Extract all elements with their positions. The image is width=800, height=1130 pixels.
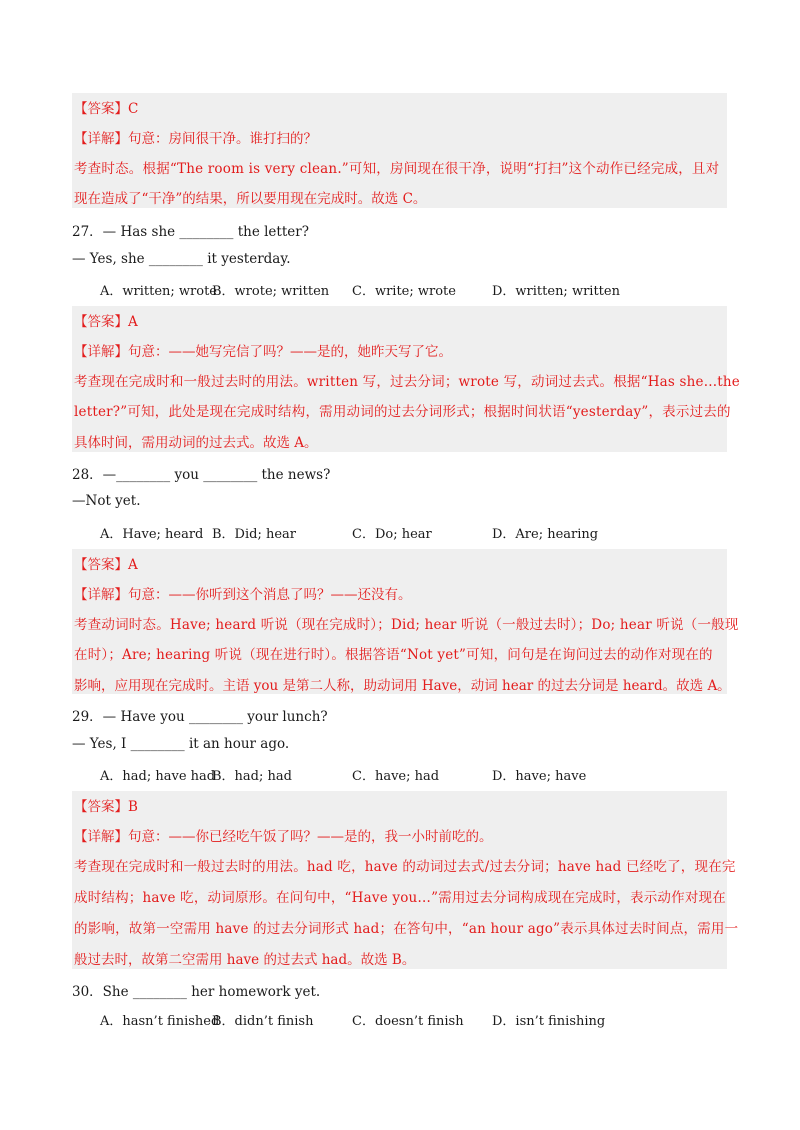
option-d: D．written; written [492, 284, 620, 299]
question-29-line-1: 29．— Have you ________ your lunch? [72, 709, 328, 725]
answer-label: 【答案】A [74, 314, 138, 330]
question-27-line-1: 27．— Has she ________ the letter? [72, 224, 309, 240]
option-c: C．doesn’t finish [352, 1014, 464, 1029]
question-29-line-2: — Yes, I ________ it an hour ago. [72, 736, 290, 752]
explanation-line: 考查动词时态。Have; heard 听说（现在完成时）；Did; hear 听说（一般过去时）；Do; hear 听说（一般现 [74, 617, 739, 633]
option-a: A．had; have had [100, 769, 216, 784]
option-c: C．write; wrote [352, 284, 456, 299]
question-28-line-2: —Not yet. [72, 493, 141, 509]
answer-box-27 [72, 306, 740, 452]
explanation-line: 现在造成了“干净”的结果，所以要用现在完成时。故选 C。 [74, 191, 427, 207]
answer-label: 【答案】A [74, 557, 138, 573]
question-30-options [100, 1010, 700, 1028]
answer-label: 【答案】B [74, 799, 138, 815]
answer-box-28 [72, 549, 739, 694]
option-a: A．hasn’t finished [100, 1014, 220, 1029]
detail-line: 【详解】句意：——你听到这个消息了吗？——还没有。 [74, 587, 412, 603]
option-b: B．didn’t finish [212, 1014, 314, 1029]
option-d: D．have; have [492, 769, 587, 784]
detail-line: 【详解】句意：——你已经吃午饭了吗？——是的，我一小时前吃的。 [74, 829, 493, 845]
answer-box-29 [72, 791, 739, 969]
answer-box-26 [72, 93, 727, 208]
explanation-line: 在时）；Are; hearing 听说（现在进行时）。根据答语“Not yet”可知，问句是在询问过去的动作对现在的 [74, 647, 713, 663]
detail-line: 【详解】句意：房间很干净。谁打扫的？ [74, 131, 317, 147]
explanation-line: letter?”可知，此处是现在完成时结构，需用动词的过去分词形式；根据时间状语“yesterday”，表示过去的 [74, 404, 731, 420]
question-28-options [100, 523, 700, 541]
option-b: B．wrote; written [212, 284, 330, 299]
option-c: C．Do; hear [352, 527, 432, 542]
explanation-line: 成时结构；have 吃，动词原形。在问句中，“Have you…”需用过去分词构成现在完成时，表示动作对现在 [74, 890, 726, 906]
explanation-line: 考查时态。根据“The room is very clean.”可知，房间现在很干净，说明“打扫”这个动作已经完成，且对 [74, 161, 720, 177]
question-27-line-2: — Yes, she ________ it yesterday. [72, 251, 291, 267]
explanation-line: 考查现在完成时和一般过去时的用法。had 吃，have 的动词过去式/过去分词；have had 已经吃了，现在完 [74, 859, 736, 875]
answer-label: 【答案】C [74, 101, 139, 117]
option-a: A．written; wrote [100, 284, 218, 299]
question-30-line-1: 30．She ________ her homework yet. [72, 984, 321, 1000]
question-28-line-1: 28．—________ you ________ the news? [72, 467, 331, 483]
question-27-options [100, 280, 700, 298]
option-b: B．had; had [212, 769, 292, 784]
option-b: B．Did; hear [212, 527, 296, 542]
detail-line: 【详解】句意：——她写完信了吗？——是的，她昨天写了它。 [74, 344, 452, 360]
option-a: A．Have; heard [100, 527, 204, 542]
explanation-line: 的影响，故第一空需用 have 的过去分词形式 had；在答句中，“an hour ago”表示具体过去时间点，需用一 [74, 921, 739, 937]
option-d: D．isn’t finishing [492, 1014, 606, 1029]
explanation-line: 考查现在完成时和一般过去时的用法。written 写，过去分词；wrote 写，动词过去式。根据“Has she...the [74, 374, 740, 390]
explanation-line: 影响，应用现在完成时。主语 you 是第二人称，助动词用 Have，动词 hear 的过去分词是 heard。故选 A。 [74, 678, 731, 694]
explanation-line: 般过去时，故第二空需用 have 的过去式 had。故选 B。 [74, 952, 416, 968]
explanation-line: 具体时间，需用动词的过去式。故选 A。 [74, 435, 318, 451]
option-d: D．Are; hearing [492, 527, 599, 542]
option-c: C．have; had [352, 769, 440, 784]
question-29-options [100, 765, 700, 783]
